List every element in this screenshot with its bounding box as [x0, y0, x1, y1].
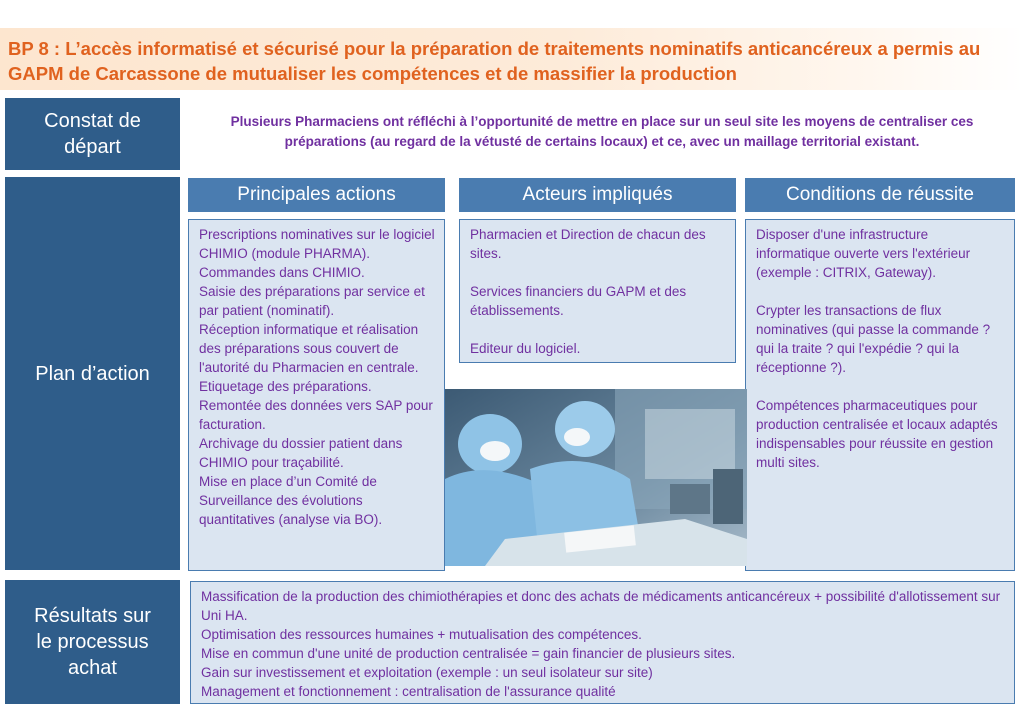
- section-resultats-label: [5, 580, 180, 704]
- list-item: Réception informatique et réalisation des préparations sous couvert de l'autorité du Pharmacien en centrale.: [199, 322, 419, 375]
- section-resultats-line1: Résultats sur: [34, 605, 151, 627]
- pharmacy-lab-photo: [445, 389, 747, 566]
- section-plan-label: [5, 177, 180, 570]
- acteurs-box: [459, 219, 736, 363]
- list-item: Mise en place d’un Comité de Surveillance des évolutions quantitatives (analyse via BO).: [199, 474, 383, 527]
- list-item: Services financiers du GAPM et des établissements.: [470, 284, 687, 318]
- header-conditions-reussite: Conditions de réussite: [745, 178, 1015, 212]
- list-item: Disposer d'une infrastructure informatique ouverte vers l'extérieur (exemple : CITRIX, Gateway).: [756, 227, 971, 280]
- section-constat-line1: Constat de: [44, 110, 141, 132]
- lab-scene-illustration: [445, 389, 747, 566]
- page-title: BP 8 : L’accès informatisé et sécurisé pour la préparation de traitements nominatifs anticancéreux a permis au GAPM de Carcassone de mutualiser les compétences et de massifier la production: [8, 38, 981, 84]
- result-item: Massification de la production des chimiothérapies et donc des achats de médicaments anticancéreux + possibilité d'allotissement sur Uni HA.: [201, 589, 1001, 623]
- list-item: Remontée des données vers SAP pour facturation.: [199, 398, 433, 432]
- results-box: [190, 581, 1015, 704]
- result-item: Gain sur investissement et exploitation (exemple : un seul isolateur sur site): [201, 665, 653, 680]
- list-item: Crypter les transactions de flux nominatives (qui passe la commande ? qui la traite ? qui l'expédie ? qui la réceptionne ?).: [756, 303, 991, 375]
- list-item: Archivage du dossier patient dans CHIMIO pour traçabilité.: [199, 436, 403, 470]
- list-item: Commandes dans CHIMIO.: [199, 265, 365, 280]
- list-item: Compétences pharmaceutiques pour production centralisée et locaux adaptés indispensables pour réussite en gestion multi sites.: [756, 398, 998, 470]
- section-constat-label: [5, 98, 180, 170]
- conditions-box: [745, 219, 1015, 571]
- section-constat-line2: départ: [64, 136, 121, 158]
- result-item: Management et fonctionnement : centralisation de l'assurance qualité: [201, 684, 616, 699]
- result-item: Optimisation des ressources humaines + mutualisation des compétences.: [201, 627, 642, 642]
- list-item: Saisie des préparations par service et par patient (nominatif).: [199, 284, 425, 318]
- list-item: Prescriptions nominatives sur le logiciel CHIMIO (module PHARMA).: [199, 227, 435, 261]
- section-resultats-line3: achat: [68, 657, 117, 679]
- actions-box: [188, 219, 445, 571]
- header-principales-actions: Principales actions: [188, 178, 445, 212]
- header-acteurs-impliques: Acteurs impliqués: [459, 178, 736, 212]
- list-item: Etiquetage des préparations.: [199, 379, 372, 394]
- section-resultats-line2: le processus: [36, 631, 149, 653]
- list-item: Editeur du logiciel.: [470, 341, 581, 356]
- intro-text: Plusieurs Pharmaciens ont réfléchi à l’opportunité de mettre en place sur un seul site les moyens de centraliser ces préparations (au regard de la vétusté de certains locaux) et ce, avec un maillage territorial existant.: [230, 114, 974, 149]
- section-plan-text: Plan d’action: [35, 362, 150, 385]
- list-item: Pharmacien et Direction de chacun des sites.: [470, 227, 706, 261]
- result-item: Mise en commun d'une unité de production centralisée = gain financier de plusieurs sites.: [201, 646, 736, 661]
